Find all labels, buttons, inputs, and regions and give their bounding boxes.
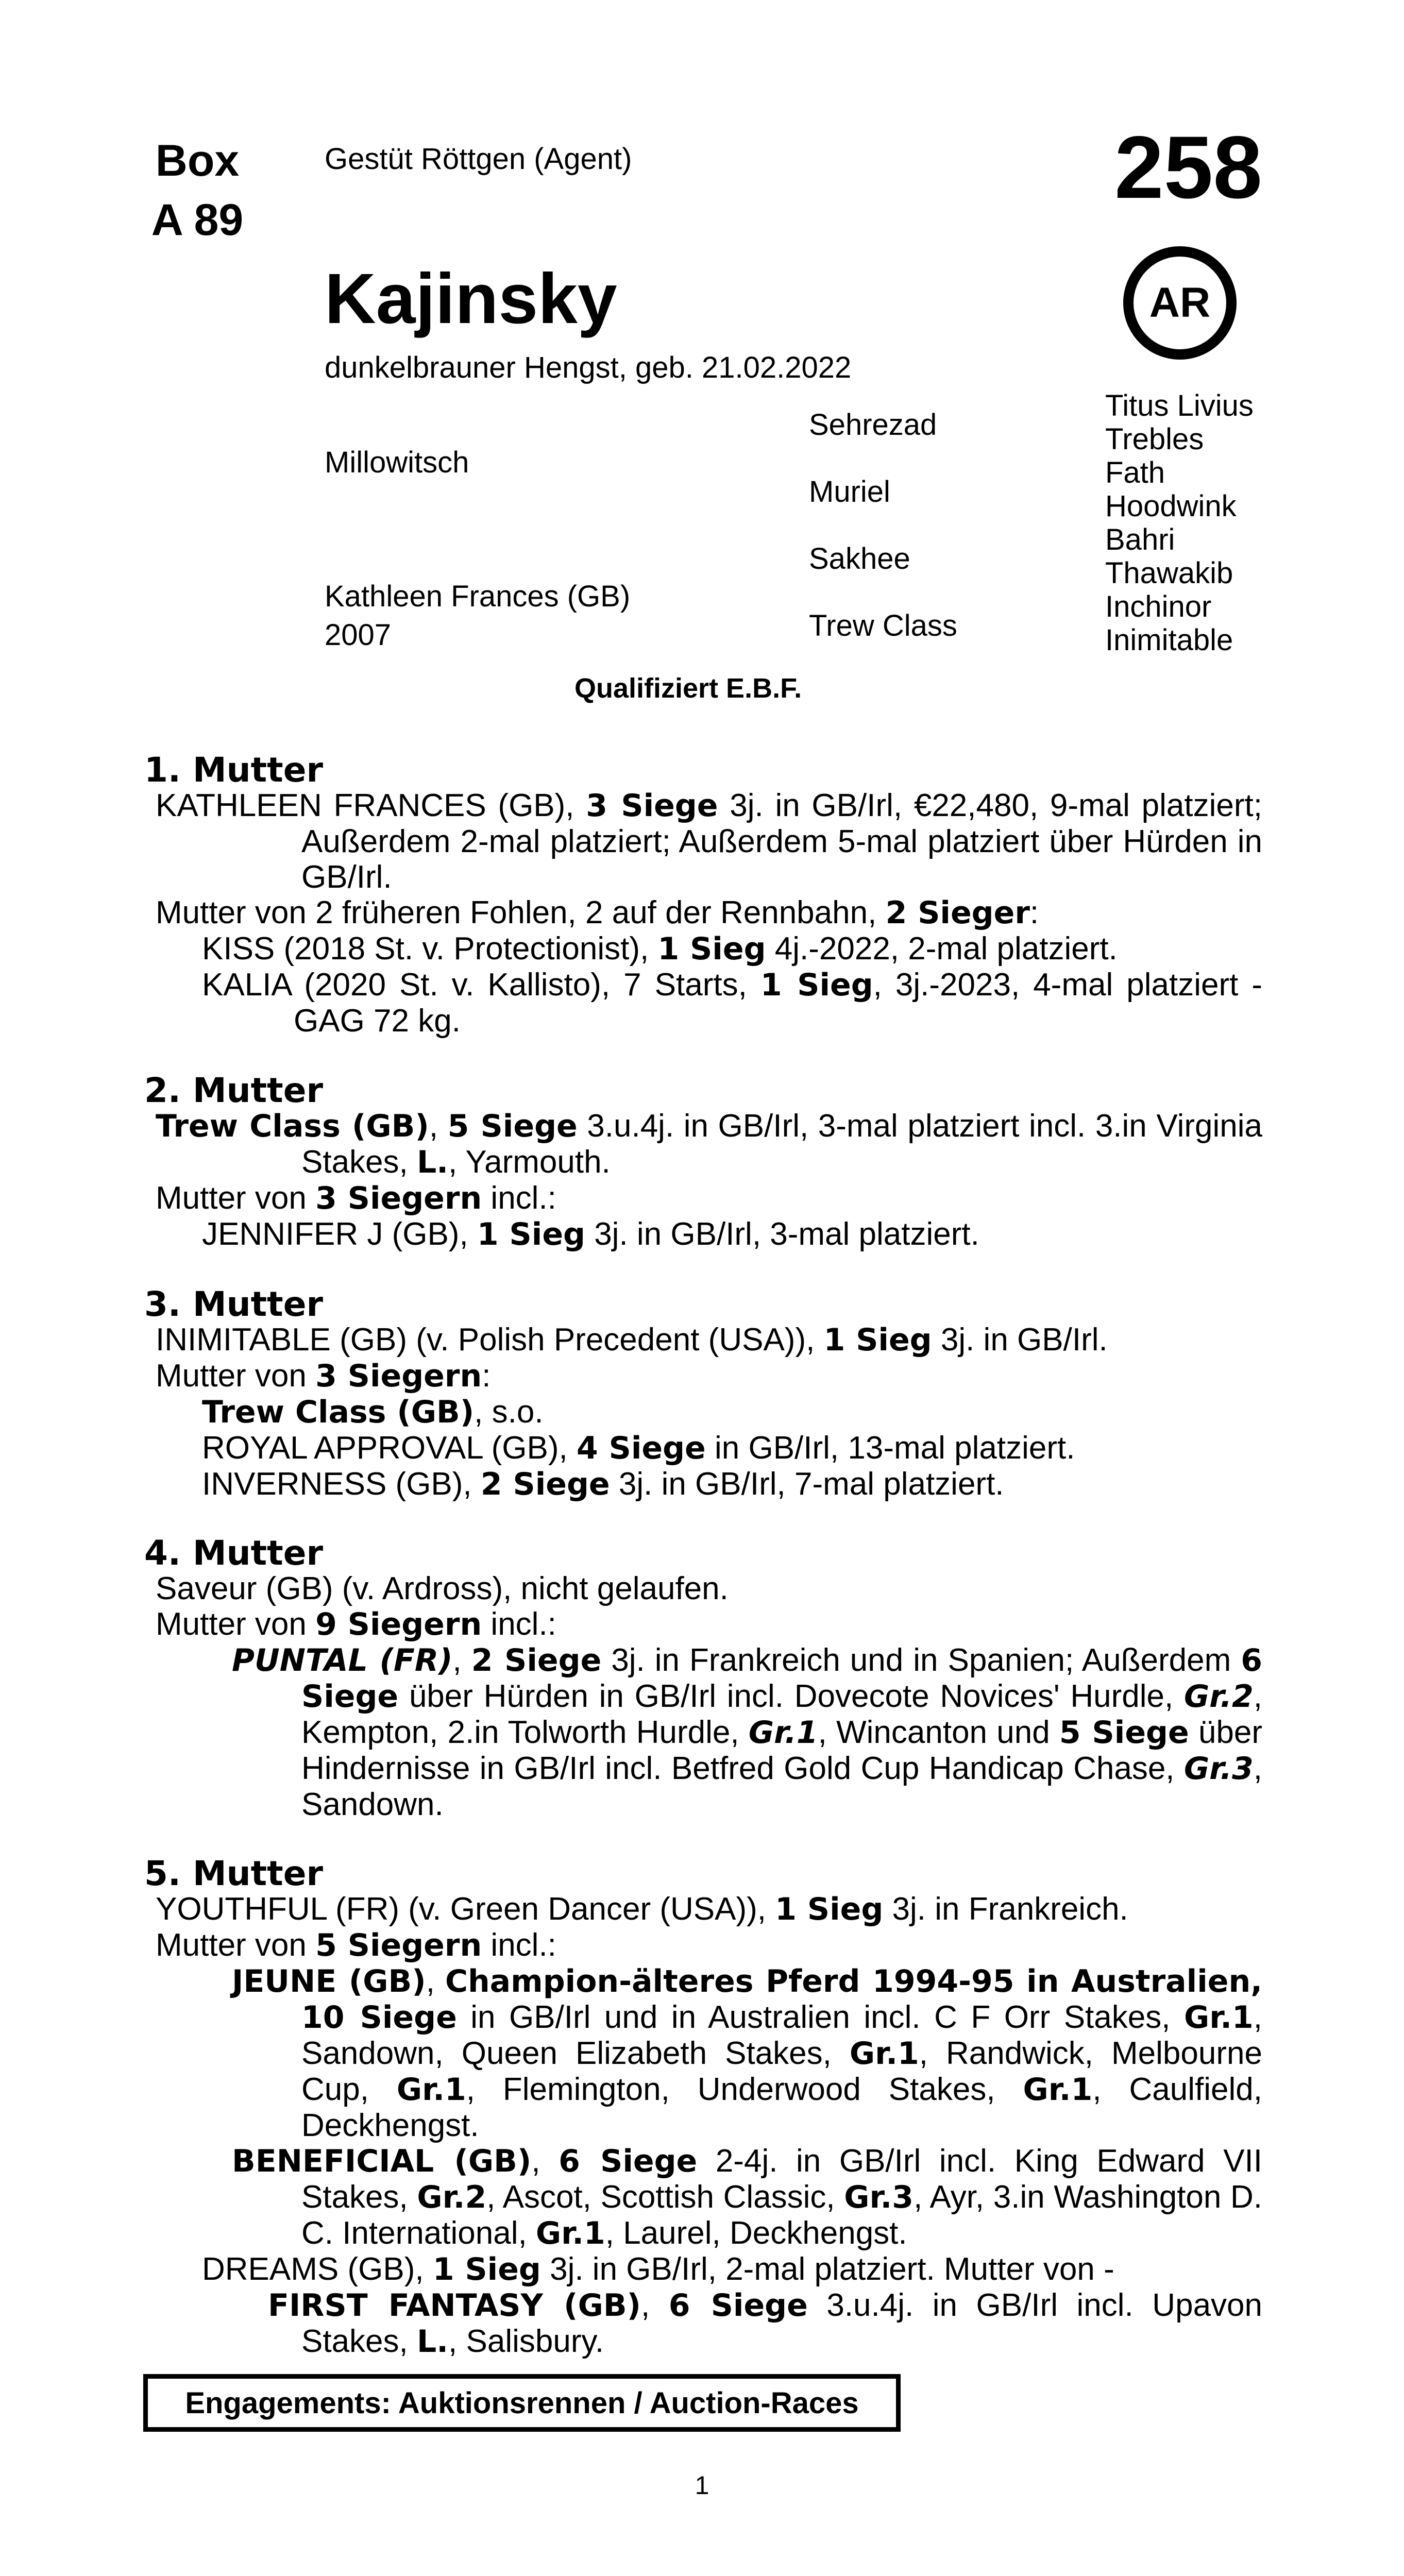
dam-4-section xyxy=(144,1535,1262,1822)
offspring-record: FIRST FANTASY (GB), 6 Siege 3.u.4j. in GB/Irl incl. Upavon Stakes, L., Salisbury. xyxy=(268,2287,1263,2360)
pedigree-great-grandparent: Inimitable xyxy=(1105,623,1233,657)
dam-record: Saveur (GB) (v. Ardross), nicht gelaufen. xyxy=(156,1571,729,1606)
pedigree-grandparent: Sakhee xyxy=(809,542,910,575)
pedigree-great-grandparent: Thawakib xyxy=(1105,556,1233,590)
offspring-record: KALIA (2020 St. v. Kallisto), 7 Starts, 1 Sieg, 3j.-2023, 4-mal platziert - GAG 72 kg. xyxy=(202,967,1262,1039)
dam-record: YOUTHFUL (FR) (v. Green Dancer (USA)), 1 Sieg 3j. in Frankreich. xyxy=(156,1891,1128,1927)
offspring-record: KISS (2018 St. v. Protectionist), 1 Sieg 4j.-2022, 2-mal platziert. xyxy=(202,931,1118,967)
pedigree-great-grandparent: Inchinor xyxy=(1105,590,1212,623)
horse-description: dunkelbrauner Hengst, geb. 21.02.2022 xyxy=(325,351,852,384)
horse-name: Kajinsky xyxy=(325,259,617,338)
produce-summary: Mutter von 3 Siegern: xyxy=(156,1358,491,1394)
pedigree-grandparent: Muriel xyxy=(809,475,890,509)
engagements-box: Engagements: Auktionsrennen / Auction-Races xyxy=(143,2374,901,2432)
dam-2-section xyxy=(144,1073,1262,1252)
qualification-note: Qualifiziert E.B.F. xyxy=(574,673,802,704)
dam-3-section xyxy=(144,1286,1262,1502)
pedigree-dam-year: 2007 xyxy=(325,618,392,652)
dam-1-section xyxy=(144,752,1262,1039)
pedigree-great-grandparents xyxy=(1105,389,1254,657)
offspring-record: JENNIFER J (GB), 1 Sieg 3j. in GB/Irl, 3-mal platziert. xyxy=(202,1216,979,1252)
produce-summary: Mutter von 5 Siegern incl.: xyxy=(156,1927,556,1963)
pedigree-great-grandparent: Hoodwink xyxy=(1105,489,1237,523)
pedigree-sire: Millowitsch xyxy=(325,446,469,479)
ar-badge: AR xyxy=(1123,246,1237,360)
offspring-record: DREAMS (GB), 1 Sieg 3j. in GB/Irl, 2-mal platziert. Mutter von - xyxy=(202,2251,1114,2287)
pedigree-grandparent: Trew Class xyxy=(809,609,957,642)
agent: Gestüt Röttgen (Agent) xyxy=(325,142,632,176)
offspring-record: ROYAL APPROVAL (GB), 4 Siege in GB/Irl, 13-mal platziert. xyxy=(202,1430,1075,1466)
dam-heading: 2. Mutter xyxy=(144,1071,324,1110)
dam-record: KATHLEEN FRANCES (GB), 3 Siege 3j. in GB/Irl, €22,480, 9-mal platziert; Außerdem 2-mal platziert; Außerdem 5-mal platziert über Hürden in GB/Irl. xyxy=(156,788,1262,895)
pedigree-great-grandparent: Titus Livius xyxy=(1105,389,1254,422)
pedigree-great-grandparent: Trebles xyxy=(1105,422,1204,456)
pedigree-great-grandparent: Bahri xyxy=(1105,523,1175,556)
dam-heading: 4. Mutter xyxy=(144,1533,324,1573)
produce-summary: Mutter von 9 Siegern incl.: xyxy=(156,1606,556,1642)
pedigree-dam: Kathleen Frances (GB) xyxy=(325,580,631,613)
pedigree-grandparent: Sehrezad xyxy=(809,408,937,442)
pedigree-great-grandparent: Fath xyxy=(1105,456,1165,489)
offspring-record: JEUNE (GB), Champion-älteres Pferd 1994-95 in Australien, 10 Siege in GB/Irl und in Australien incl. C F Orr Stakes, Gr.1, Sandown, Queen Elizabeth Stakes, Gr.1, Randwick, Melbourne Cup, Gr.1, Flemington, Underwood Stakes, Gr.1, Caulfield, Deckhengst. xyxy=(232,1963,1263,2143)
box-number: A 89 xyxy=(151,195,244,245)
dam-5-section xyxy=(144,1856,1262,2360)
produce-summary: Mutter von 2 früheren Fohlen, 2 auf der Rennbahn, 2 Sieger: xyxy=(156,895,1039,931)
box-label: Box xyxy=(155,136,240,185)
dam-heading: 5. Mutter xyxy=(144,1854,324,1893)
produce-summary: Mutter von 3 Siegern incl.: xyxy=(156,1180,556,1216)
offspring-record: Trew Class (GB), s.o. xyxy=(202,1394,544,1430)
page-number: 1 xyxy=(695,2471,709,2500)
offspring-record: BENEFICIAL (GB), 6 Siege 2-4j. in GB/Irl incl. King Edward VII Stakes, Gr.2, Ascot, Scottish Classic, Gr.3, Ayr, 3.in Washington D. C. International, Gr.1, Laurel, Deckhengst. xyxy=(232,2143,1262,2251)
offspring-record: PUNTAL (FR), 2 Siege 3j. in Frankreich und in Spanien; Außerdem 6 Siege über Hürden in GB/Irl incl. Dovecote Novices' Hurdle, Gr.2, Kempton, 2.in Tolworth Hurdle, Gr.1, Wincanton und 5 Siege über Hindernisse in GB/Irl incl. Betfred Gold Cup Handicap Chase, Gr.3, Sandown. xyxy=(232,1642,1262,1822)
dam-heading: 3. Mutter xyxy=(144,1284,324,1324)
offspring-record: INVERNESS (GB), 2 Siege 3j. in GB/Irl, 7-mal platziert. xyxy=(202,1466,1004,1502)
lot-number: 258 xyxy=(1114,118,1262,217)
dam-heading: 1. Mutter xyxy=(144,750,324,790)
dam-record: INIMITABLE (GB) (v. Polish Precedent (USA)), 1 Sieg 3j. in GB/Irl. xyxy=(156,1322,1108,1358)
dam-record: Trew Class (GB), 5 Siege 3.u.4j. in GB/Irl, 3-mal platziert incl. 3.in Virginia Stakes, L., Yarmouth. xyxy=(156,1108,1262,1180)
